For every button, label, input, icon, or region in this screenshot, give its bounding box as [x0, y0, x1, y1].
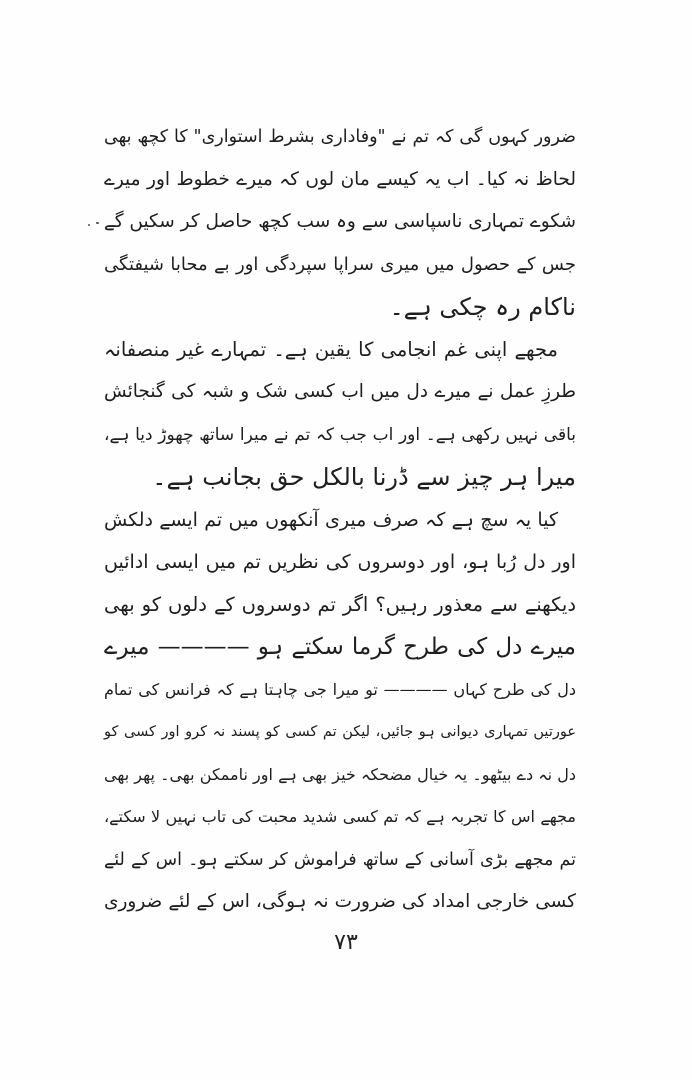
text-line: لحاظ نہ کیا۔ اب یہ کیسے مان لوں کہ میرے خطوط اور میرے [104, 168, 576, 190]
ink-speck [88, 224, 90, 226]
text-line: کیا یہ سچ ہے کہ صرف میری آنکھوں میں تم ایسے دلکش [104, 508, 558, 531]
text-line: عورتیں تمہاری دیوانی ہو جائیں، لیکن تم کسی کو پسند نہ کرو اور کسی کو [104, 724, 576, 740]
text-line: دیکھنے سے معذور رہیں؟ اگر تم دوسروں کے دلوں کو بھی [104, 592, 576, 616]
text-line: تم مجھے بڑی آسانی کے ساتھ فراموش کر سکتے ہو۔ اس کے لئے [104, 849, 576, 870]
text-line: اور دل رُبا ہو، اور دوسروں کی نظریں تم میں ایسی ادائیں [104, 551, 576, 573]
text-line: کسی خارجی امداد کی ضرورت نہ ہوگی، اس کے لئے ضروری [104, 891, 576, 912]
text-line: مجھے اس کا تجربہ ہے کہ تم کسی شدید محبت کی تاب نہیں لا سکتے، [104, 807, 576, 826]
text-line: شکوے تمہاری ناسپاسی سے وہ سب کچھ حاصل کر سکیں گے [103, 211, 576, 232]
body-text [104, 116, 576, 924]
text-line: دل نہ دے بیٹھو۔ یہ خیال مضحکہ خیز بھی ہے اور ناممکن بھی۔ پھر بھی [104, 764, 576, 784]
text-line: میرے دل کی طرح گرما سکتے ہو ———— میرے [104, 634, 576, 660]
text-line: طرزِ عمل نے میرے دل میں اب کسی شک و شبہ کی گنجائش [104, 381, 576, 402]
page-number: ۷۳ [334, 930, 358, 955]
ink-speck [96, 222, 99, 224]
text-line: دل کی طرح کہاں ———— تو میرا جی چاہتا ہے کہ فرانس کی تمام [104, 679, 576, 699]
text-line: باقی نہیں رکھی ہے۔ اور اب جب کہ تم نے میرا ساتھ چھوڑ دیا ہے، [104, 424, 576, 445]
text-line: میرا ہر چیز سے ڈرنا بالکل حق بجانب ہے۔ [152, 463, 576, 491]
text-line: ناکام رہ چکی ہے۔ [389, 293, 576, 321]
text-line: مجھے اپنی غم انجامی کا یقین ہے۔ تمہارے غیر منصفانہ [104, 337, 558, 361]
text-line: ضرور کہوں گی کہ تم نے "وفاداری بشرط استواری" کا کچھ بھی [104, 127, 576, 147]
text-line: جس کے حصول میں میری سراپا سپردگی اور بے محابا شیفتگی [104, 253, 576, 275]
